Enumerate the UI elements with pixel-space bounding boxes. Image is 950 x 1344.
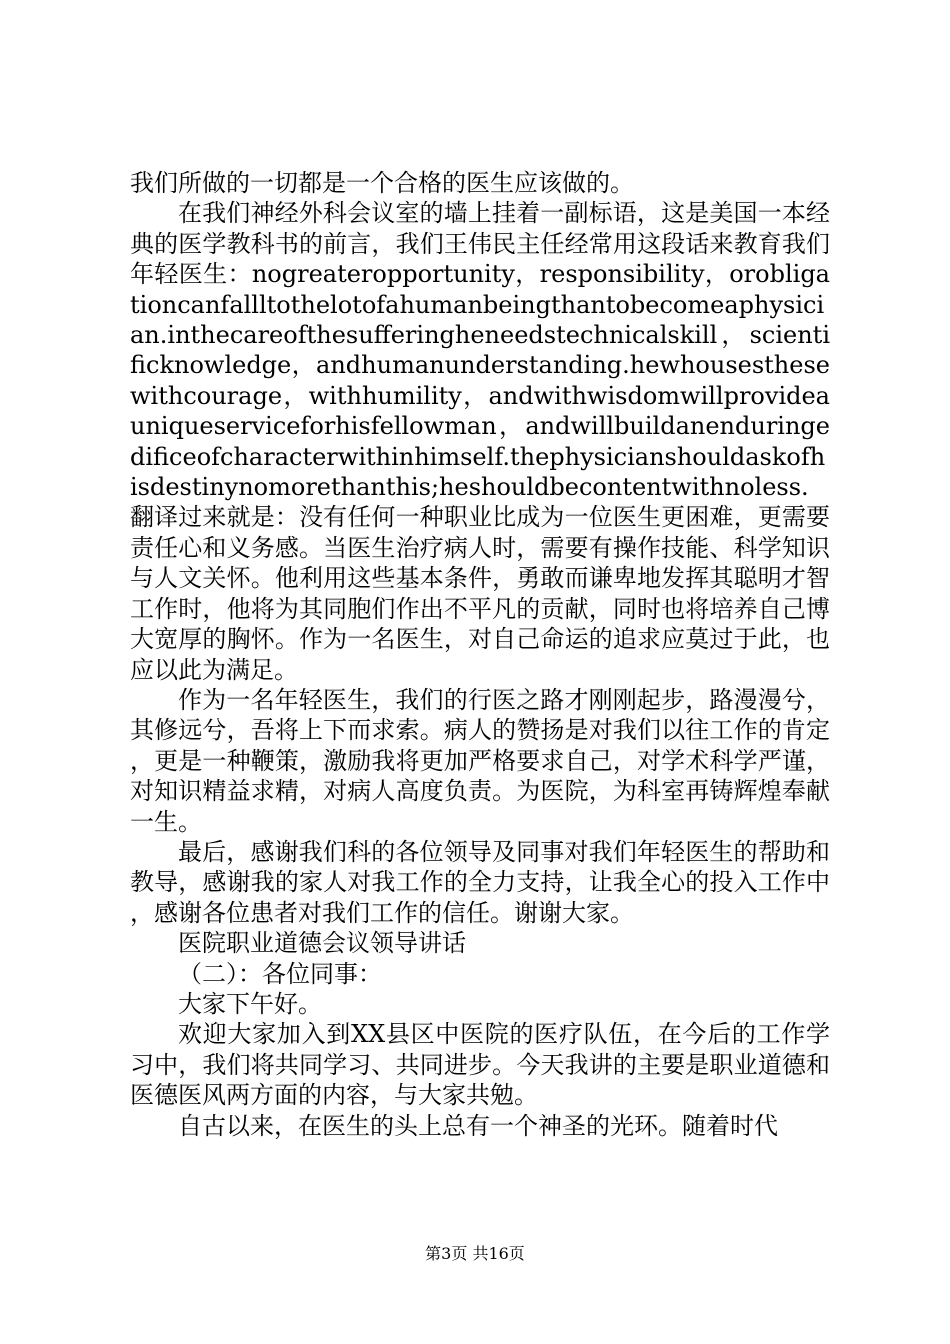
paragraph-6: 自古以来，在医生的头上总有一个神圣的光环。随着时代 [178,1111,778,1140]
greeting: 大家下午好。 [178,989,322,1018]
paragraph-1: 我们所做的一切都是一个合格的医生应该做的。 [130,169,634,197]
section-title: 医院职业道德会议领导讲话 [178,929,466,958]
salutation: （二）：各位同事： [178,959,382,988]
paragraph-4: 最后，感谢我们科的各位领导及同事对我们年轻医生的帮助和教导，感谢我的家人对我工作的全力支持，让我全心的投入工作中，感谢各位患者对我们工作的信任。谢谢大家。 [130,837,830,927]
paragraph-5: 欢迎大家加入到XX县区中医院的医疗队伍，在今后的工作学习中，我们将共同学习、共同进步。今天我讲的主要是职业道德和医德医风两方面的内容，与大家共勉。 [130,1020,830,1110]
body-text [130,168,830,1141]
paragraph-3: 作为一名年轻医生，我们的行医之路才刚刚起步，路漫漫兮，其修远兮，吾将上下而求索。病人的赞扬是对我们以往工作的肯定，更是一种鞭策，激励我将更加严格要求自己，对学术科学严谨，对知识精益求精，对病人高度负责。为医院，为科室再铸辉煌奉献一生。 [130,685,830,836]
paragraph-2: 在我们神经外科会议室的墙上挂着一副标语，这是美国一本经典的医学教科书的前言，我们王伟民主任经常用这段话来教育我们年轻医生：nogreateropportunity，responsibility，orobligationcanfallltothelotofahumanbeingthantobecomeaphysician.inthecareofthesufferingheneedstechnicalskill，scientificknowledge，andhumanunderstanding.hewhousesthesewithcourage，withhumility，andwithwisdomwillprovideauniqueserviceforhisfellowman，andwillbuildanenduringedificeofcharacterwithinhimself.thephysicianshouldaskofhisdestinynomorethanthis;heshouldbecontentwithnoless.翻译过来就是：没有任何一种职业比成为一位医生更困难，更需要责任心和义务感。当医生治疗病人时，需要有操作技能、科学知识与人文关怀。他利用这些基本条件，勇敢而谦卑地发挥其聪明才智工作时，他将为其同胞们作出不平凡的贡献，同时也将培养自己博大宽厚的胸怀。作为一名医生，对自己命运的追求应莫过于此，也应以此为满足。 [130,199,830,684]
page-footer: 第3页 共16页 [425,1244,525,1263]
